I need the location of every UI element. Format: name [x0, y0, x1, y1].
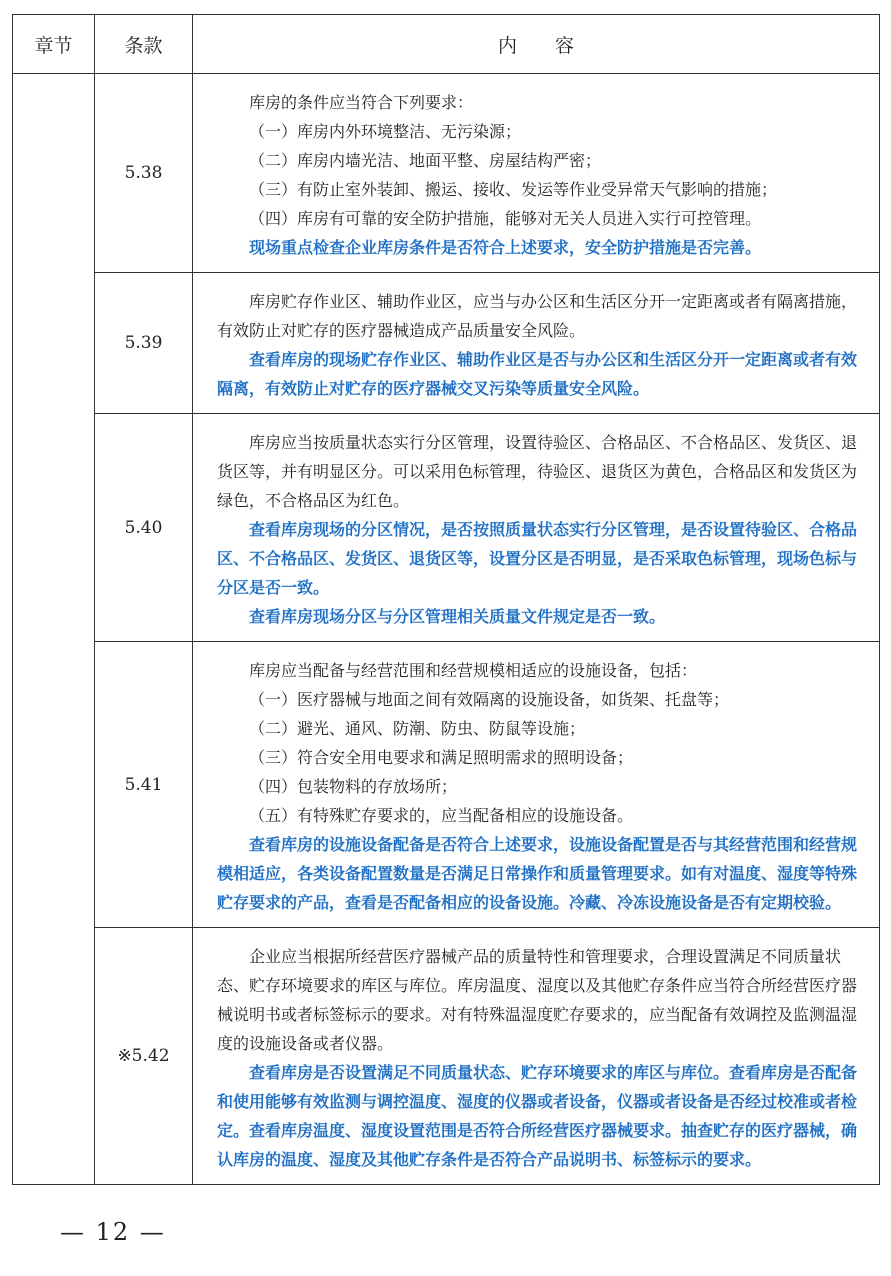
requirement-item: （二）避光、通风、防潮、防虫、防鼠等设施； — [249, 719, 586, 738]
header-chapter: 章节 — [13, 15, 95, 74]
requirement-item: （四）库房有可靠的安全防护措施，能够对无关人员进入实行可控管理。 — [249, 209, 762, 228]
content-cell — [193, 74, 880, 273]
requirement-item: （三）有防止室外装卸、搬运、接收、发运等作业受异常天气影响的措施； — [249, 180, 778, 199]
requirement-item: （一）库房内外环境整洁、无污染源； — [249, 122, 522, 141]
requirement-item: （四）包装物料的存放场所； — [249, 777, 458, 796]
header-clause: 条款 — [95, 15, 193, 74]
content-cell — [193, 928, 880, 1185]
table-row — [13, 642, 880, 928]
content-cell — [193, 414, 880, 642]
inspection-note: 查看库房的现场贮存作业区、辅助作业区是否与办公区和生活区分开一定距离或者有效隔离，有效防止对贮存的医疗器械交叉污染等质量安全风险。 — [217, 350, 858, 398]
header-content: 内 容 — [193, 15, 880, 74]
chapter-cell — [13, 74, 95, 1185]
inspection-note: 查看库房现场分区与分区管理相关质量文件规定是否一致。 — [249, 607, 666, 626]
clause-cell: 5.38 — [95, 74, 193, 273]
clause-cell: 5.40 — [95, 414, 193, 642]
requirement-paragraph: 企业应当根据所经营医疗器械产品的质量特性和管理要求，合理设置满足不同质量状态、贮存环境要求的库区与库位。库房温度、湿度以及其他贮存条件应当符合所经营医疗器械说明书或者标签标示的要求。对有特殊温湿度贮存要求的，应当配备有效调控及监测温湿度的设施设备或者仪器。 — [217, 947, 858, 1053]
table-row — [13, 414, 880, 642]
inspection-note: 查看库房的设施设备配备是否符合上述要求，设施设备配置是否与其经营范围和经营规模相适应，各类设备配置数量是否满足日常操作和质量管理要求。如有对温度、湿度等特殊贮存要求的产品，查看是否配备相应的设备设施。冷藏、冷冻设施设备是否有定期校验。 — [217, 835, 858, 912]
requirement-paragraph: 库房应当配备与经营范围和经营规模相适应的设施设备，包括： — [249, 661, 698, 680]
requirement-item: （一）医疗器械与地面之间有效隔离的设施设备，如货架、托盘等； — [249, 690, 730, 709]
inspection-note: 现场重点检查企业库房条件是否符合上述要求，安全防护措施是否完善。 — [249, 238, 762, 257]
page-number: — 12 — — [60, 1218, 166, 1246]
content-cell — [193, 273, 880, 414]
requirement-item: （三）符合安全用电要求和满足照明需求的照明设备； — [249, 748, 634, 767]
clause-cell: 5.41 — [95, 642, 193, 928]
inspection-note: 查看库房现场的分区情况，是否按照质量状态实行分区管理，是否设置待验区、合格品区、不合格品区、发货区、退货区等，设置分区是否明显，是否采取色标管理，现场色标与分区是否一致。 — [217, 520, 858, 597]
requirement-item: （五）有特殊贮存要求的，应当配备相应的设施设备。 — [249, 806, 634, 825]
regulation-table — [12, 14, 880, 1185]
requirement-paragraph: 库房应当按质量状态实行分区管理，设置待验区、合格品区、不合格品区、发货区、退货区等，并有明显区分。可以采用色标管理，待验区、退货区为黄色，合格品区和发货区为绿色，不合格品区为红色。 — [217, 433, 858, 510]
content-cell — [193, 642, 880, 928]
inspection-note: 查看库房是否设置满足不同质量状态、贮存环境要求的库区与库位。查看库房是否配备和使用能够有效监测与调控温度、湿度的仪器或者设备，仪器或者设备是否经过校准或者检定。查看库房温度、湿度设置范围是否符合所经营医疗器械要求。抽查贮存的医疗器械，确认库房的温度、湿度及其他贮存条件是否符合产品说明书、标签标示的要求。 — [217, 1063, 858, 1169]
table-header-row — [13, 15, 880, 74]
table-row — [13, 74, 880, 273]
requirement-paragraph: 库房的条件应当符合下列要求： — [249, 93, 474, 112]
requirement-paragraph: 库房贮存作业区、辅助作业区，应当与办公区和生活区分开一定距离或者有隔离措施，有效防止对贮存的医疗器械造成产品质量安全风险。 — [217, 292, 858, 340]
requirement-item: （二）库房内墙光洁、地面平整、房屋结构严密； — [249, 151, 602, 170]
table-row — [13, 928, 880, 1185]
table-row — [13, 273, 880, 414]
clause-cell: ※5.42 — [95, 928, 193, 1185]
clause-cell: 5.39 — [95, 273, 193, 414]
